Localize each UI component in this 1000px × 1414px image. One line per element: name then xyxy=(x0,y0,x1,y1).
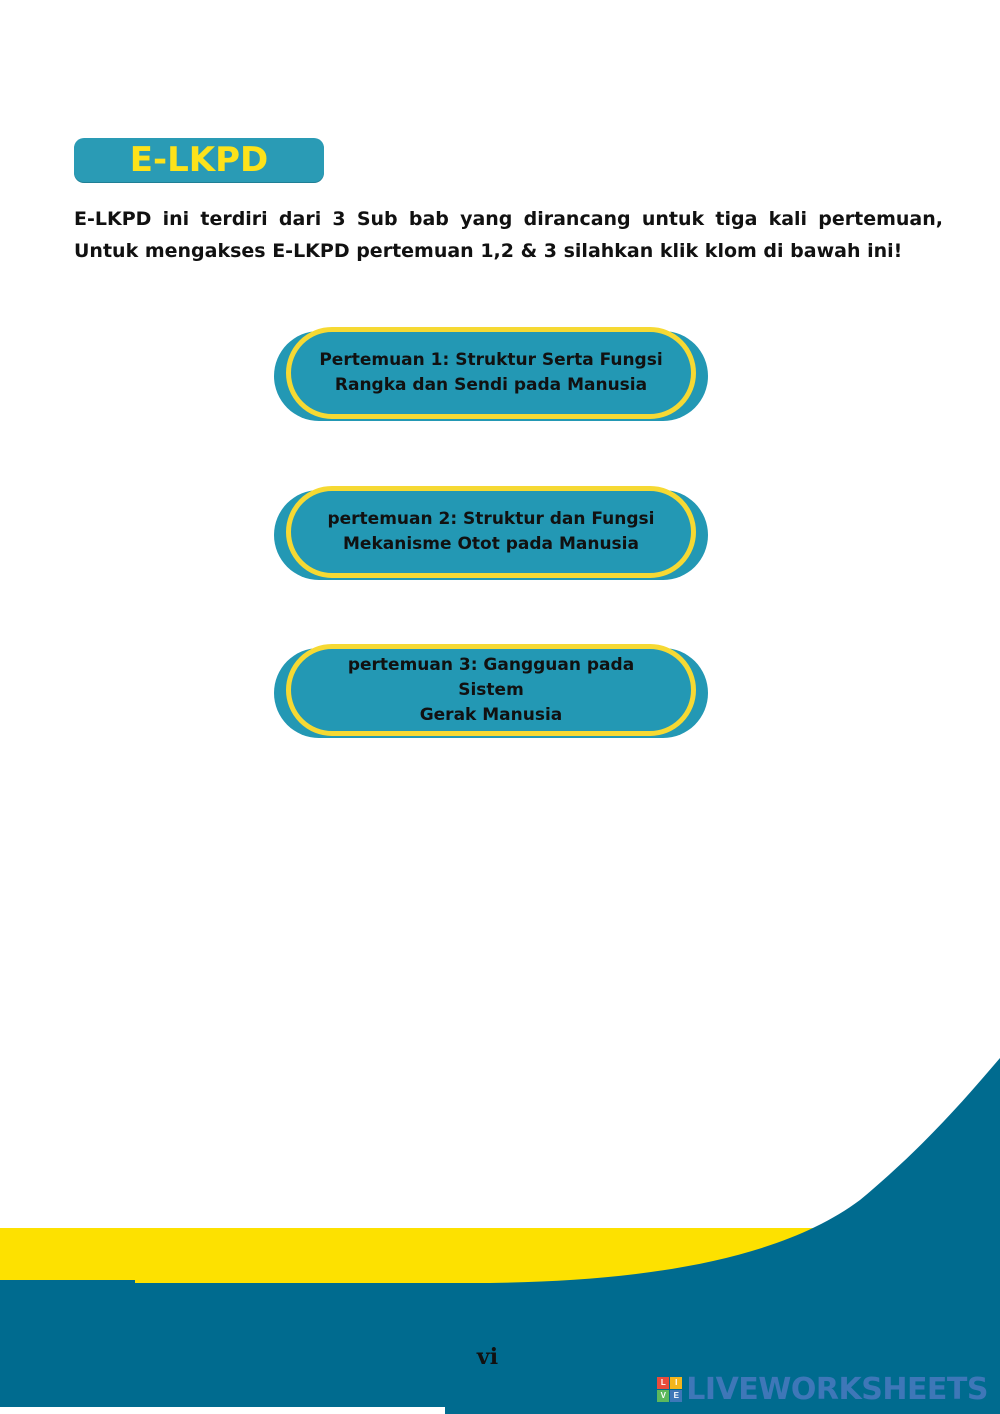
meeting-1-button[interactable] xyxy=(274,327,708,423)
meeting-1-label: Pertemuan 1: Struktur Serta Fungsi Rangka dan Sendi pada Manusia xyxy=(319,350,663,395)
meeting-2-button[interactable] xyxy=(274,486,708,582)
liveworksheets-logo-icon xyxy=(657,1377,682,1402)
logo-letter-e: E xyxy=(670,1390,682,1402)
meeting-2-label: pertemuan 2: Struktur dan Fungsi Mekanisme Otot pada Manusia xyxy=(327,509,655,554)
logo-letter-l: L xyxy=(657,1377,669,1389)
meeting-3-label: pertemuan 3: Gangguan pada Sistem Gerak Manusia xyxy=(347,654,635,725)
title-badge xyxy=(74,138,324,182)
brand-name: LIVEWORKSHEETS xyxy=(686,1371,988,1407)
logo-letter-v: V xyxy=(657,1390,669,1402)
thin-line xyxy=(0,1280,135,1283)
button-face[interactable] xyxy=(286,486,696,578)
page-title: E-LKPD xyxy=(129,140,269,180)
meeting-3-button[interactable] xyxy=(274,644,708,740)
logo-letter-i: I xyxy=(670,1377,682,1389)
intro-paragraph: E-LKPD ini terdiri dari 3 Sub bab yang dirancang untuk tiga kali pertemuan, Untuk mengakses E-LKPD pertemuan 1,2 & 3 silahkan klik klom di bawah ini! xyxy=(74,208,943,262)
liveworksheets-brand[interactable] xyxy=(657,1371,988,1407)
page-number: vi xyxy=(476,1344,499,1370)
button-face[interactable] xyxy=(286,327,696,419)
bottom-strip xyxy=(0,1407,445,1414)
button-face[interactable] xyxy=(286,644,696,736)
